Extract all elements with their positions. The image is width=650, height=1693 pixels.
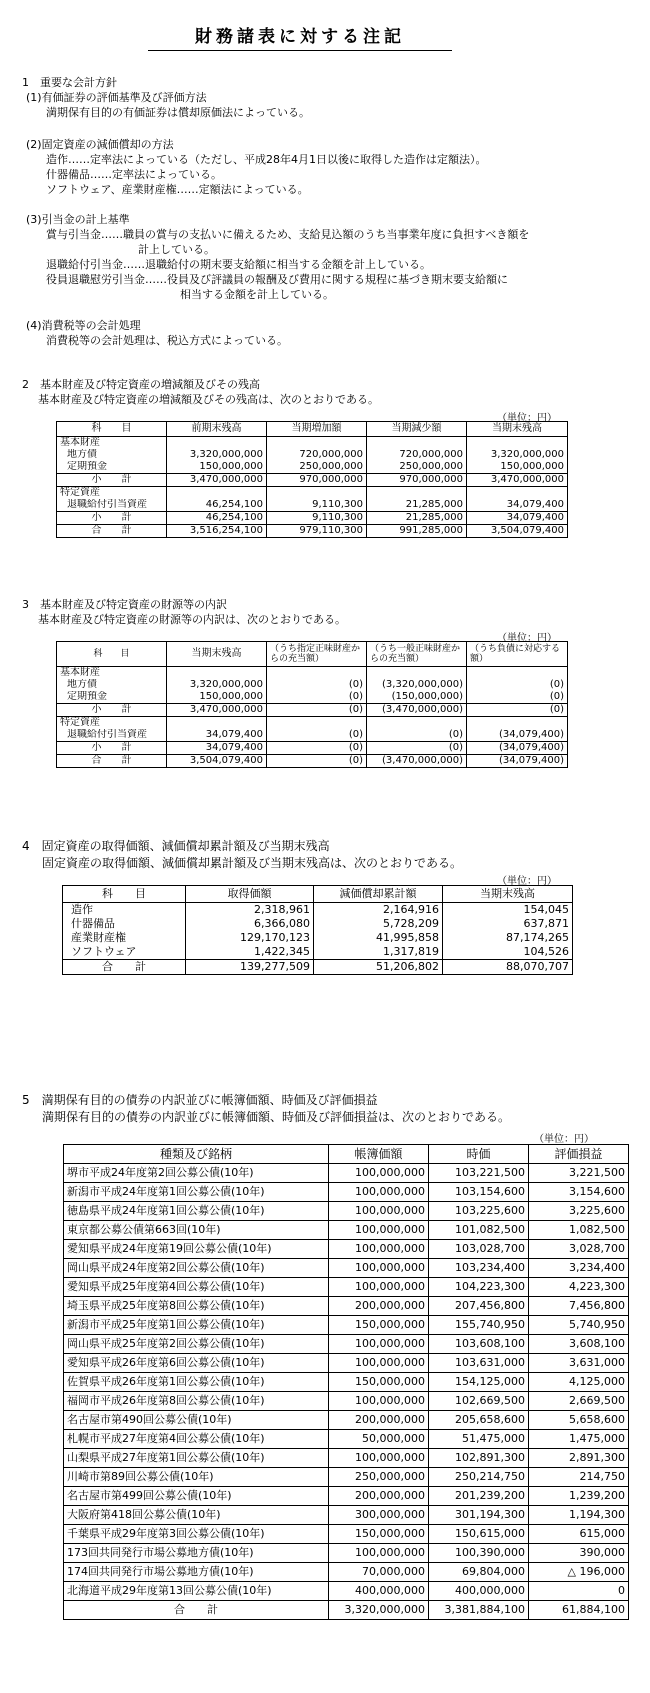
row-label: 大阪府第418回公募公債(10年) [64,1506,329,1525]
cell: 5,658,600 [529,1411,629,1430]
cell: 100,000,000 [329,1202,429,1221]
total-row [64,1601,629,1620]
cell: 21,285,000 [367,499,467,512]
cell: 205,658,600 [429,1411,529,1430]
row-label: 岡山県平成25年度第2回公募公債(10年) [64,1335,329,1354]
table-row [64,1449,629,1468]
policy2-title: (2)固定資産の減価償却の方法 [26,138,174,151]
cell: 250,000,000 [367,461,467,474]
cell [267,667,367,680]
table-row [63,917,573,931]
row-label: 定期預金 [57,691,167,704]
col-header: 帳簿価額 [329,1145,429,1164]
cell: 3,320,000,000 [467,449,568,461]
cell: 104,526 [443,945,573,960]
cell: 9,110,300 [267,512,367,525]
table-row [64,1430,629,1449]
table-row [57,679,568,691]
col-header: 種類及び銘柄 [64,1145,329,1164]
row-label: 174回共同発行市場公募地方債(10年) [64,1563,329,1582]
total-row [63,960,573,975]
cell: 150,000,000 [329,1373,429,1392]
cell: 100,000,000 [329,1221,429,1240]
row-label: 新潟市平成25年度第1回公募公債(10年) [64,1316,329,1335]
row-label: 名古屋市第499回公募公債(10年) [64,1487,329,1506]
section2-unit: （単位：円） [497,413,557,424]
table-row [64,1506,629,1525]
policy4-title: (4)消費税等の会計処理 [26,319,141,332]
cell: 991,285,000 [367,525,467,538]
row-label: 川崎市第89回公募公債(10年) [64,1468,329,1487]
cell: 103,631,000 [429,1354,529,1373]
row-label: 千葉県平成29年度第3回公募公債(10年) [64,1525,329,1544]
table-row [64,1468,629,1487]
table-row [64,1487,629,1506]
section4-heading: 4 固定資産の取得価額、減価償却累計額及び当期末残高 [22,839,330,853]
cell: (34,079,400) [467,755,568,768]
cell: 150,000,000 [329,1525,429,1544]
row-label: 小 計 [57,474,167,487]
cell: 3,516,254,100 [167,525,267,538]
table-row [64,1183,629,1202]
policy1-title: (1)有価証券の評価基準及び評価方法 [26,91,207,104]
cell: 101,082,500 [429,1221,529,1240]
cell: 3,631,000 [529,1354,629,1373]
cell: 3,504,079,400 [467,525,568,538]
cell: 100,000,000 [329,1335,429,1354]
table-row [63,945,573,960]
section5-heading: 5 満期保有目的の債券の内訳並びに帳簿価額、時価及び評価損益 [22,1093,378,1107]
cell: 250,000,000 [267,461,367,474]
total-row [57,525,568,538]
cell: (0) [467,704,568,717]
section3-heading: 3 基本財産及び特定資産の財源等の内訳 [22,598,227,611]
table-row [57,729,568,742]
cell: 150,000,000 [467,461,568,474]
page-title: 財務諸表に対する注記 [195,27,405,47]
cell: (0) [267,691,367,704]
fixed-assets-table [62,885,573,975]
cell: 3,470,000,000 [167,704,267,717]
row-label: 小 計 [57,704,167,717]
cell: 979,110,300 [267,525,367,538]
col-header: 当期末残高 [467,422,568,437]
cell: 102,891,300 [429,1449,529,1468]
table-row [57,461,568,474]
cell [267,437,367,450]
cell [267,487,367,500]
section4-intro: 固定資産の取得価額、減価償却累計額及び当期末残高は、次のとおりである。 [42,856,463,870]
cell: 100,000,000 [329,1449,429,1468]
cell: 2,891,300 [529,1449,629,1468]
table-row [64,1411,629,1430]
cell: 3,154,600 [529,1183,629,1202]
cell [367,437,467,450]
title-underline [148,50,452,51]
row-label: 特定資産 [57,717,167,730]
table-row [64,1297,629,1316]
col-header: 前期末残高 [167,422,267,437]
cell: 301,194,300 [429,1506,529,1525]
section3-intro: 基本財産及び特定資産の財源等の内訳は、次のとおりである。 [38,613,346,626]
policy2-line1: 造作……定率法によっている（ただし、平成28年4月1日以後に取得した造作は定額法）。 [46,153,487,166]
row-label: 小 計 [57,742,167,755]
section3-unit: （単位：円） [497,633,557,644]
cell: 200,000,000 [329,1411,429,1430]
cell: (3,470,000,000) [367,704,467,717]
col-header: （うち指定正味財産からの充当額） [267,642,367,667]
bonds-table [63,1144,629,1620]
table-row [64,1544,629,1563]
table-row [64,1354,629,1373]
cell: 103,225,600 [429,1202,529,1221]
row-label: 定期預金 [57,461,167,474]
cell: 200,000,000 [329,1487,429,1506]
cell: (34,079,400) [467,729,568,742]
cell: 150,615,000 [429,1525,529,1544]
cell: 3,608,100 [529,1335,629,1354]
section1-heading: 1 重要な会計方針 [22,76,117,89]
cell: 103,221,500 [429,1164,529,1183]
increase-decrease-table [56,421,568,538]
table-row [63,903,573,918]
cell: 100,000,000 [329,1544,429,1563]
policy3-title: (3)引当金の計上基準 [26,213,130,226]
table-row [57,691,568,704]
cell: 400,000,000 [329,1582,429,1601]
row-label: 地方債 [57,679,167,691]
cell: 201,239,200 [429,1487,529,1506]
cell: 3,320,000,000 [167,679,267,691]
subtotal-row [57,704,568,717]
subtotal-row [57,512,568,525]
cell: 3,225,600 [529,1202,629,1221]
cell: (0) [467,679,568,691]
cell: (0) [367,729,467,742]
cell: 7,456,800 [529,1297,629,1316]
cell: △ 196,000 [529,1563,629,1582]
policy3-line5: 相当する金額を計上している。 [180,288,334,301]
row-label: 基本財産 [57,437,167,450]
cell: 70,000,000 [329,1563,429,1582]
cell: 207,456,800 [429,1297,529,1316]
cell: 100,000,000 [329,1278,429,1297]
col-header: 減価償却累計額 [314,886,443,903]
row-label: 東京都公募公債第663回(10年) [64,1221,329,1240]
policy2-line3: ソフトウェア、産業財産権……定額法によっている。 [46,183,309,196]
row-label: 地方債 [57,449,167,461]
cell: 3,504,079,400 [167,755,267,768]
cell: 155,740,950 [429,1316,529,1335]
cell: (0) [267,755,367,768]
cell: (0) [267,704,367,717]
table-row [64,1259,629,1278]
row-label: 特定資産 [57,487,167,500]
cell: 103,028,700 [429,1240,529,1259]
policy3-line3: 退職給付引当金……退職給付の期末要支給額に相当する金額を計上している。 [46,258,431,271]
table-row [57,667,568,680]
cell: 34,079,400 [167,729,267,742]
cell [167,487,267,500]
table-row [64,1525,629,1544]
cell: 69,804,000 [429,1563,529,1582]
cell: 0 [529,1582,629,1601]
row-label: 合 計 [64,1601,329,1620]
cell: 9,110,300 [267,499,367,512]
row-label: 基本財産 [57,667,167,680]
cell: 4,125,000 [529,1373,629,1392]
cell: 5,728,209 [314,917,443,931]
cell [367,717,467,730]
table-row [64,1278,629,1297]
table-row [64,1563,629,1582]
cell: (150,000,000) [367,691,467,704]
cell [467,717,568,730]
table-row [57,449,568,461]
cell: 139,277,509 [186,960,314,975]
row-label: ソフトウェア [63,945,186,960]
cell: 34,079,400 [467,512,568,525]
funding-source-table [56,641,568,768]
row-label: 堺市平成24年度第2回公募公債(10年) [64,1164,329,1183]
row-label: 佐賀県平成26年度第1回公募公債(10年) [64,1373,329,1392]
cell: (0) [467,691,568,704]
row-label: 徳島県平成24年度第1回公募公債(10年) [64,1202,329,1221]
cell: (0) [267,742,367,755]
cell: 200,000,000 [329,1297,429,1316]
cell: (3,470,000,000) [367,755,467,768]
row-label: 産業財産権 [63,931,186,945]
row-label: 退職給付引当資産 [57,499,167,512]
cell: 41,995,858 [314,931,443,945]
cell: 1,422,345 [186,945,314,960]
table-row [64,1221,629,1240]
cell: 615,000 [529,1525,629,1544]
cell: 3,381,884,100 [429,1601,529,1620]
policy3-line1: 賞与引当金……職員の賞与の支払いに備えるため、支給見込額のうち当事業年度に負担すべき額を [46,228,530,241]
table-row [64,1392,629,1411]
row-label: 愛知県平成25年度第4回公募公債(10年) [64,1278,329,1297]
cell: 3,320,000,000 [329,1601,429,1620]
cell: 61,884,100 [529,1601,629,1620]
subtotal-row [57,742,568,755]
col-header: （うち一般正味財産からの充当額） [367,642,467,667]
cell: 1,475,000 [529,1430,629,1449]
row-label: 名古屋市第490回公募公債(10年) [64,1411,329,1430]
col-header: 取得価額 [186,886,314,903]
row-label: 札幌市平成27年度第4回公募公債(10年) [64,1430,329,1449]
cell: 390,000 [529,1544,629,1563]
cell: 214,750 [529,1468,629,1487]
table-row [64,1316,629,1335]
row-label: 福岡市平成26年度第8回公募公債(10年) [64,1392,329,1411]
col-header: 評価損益 [529,1145,629,1164]
section5-unit: （単位：円） [534,1134,594,1145]
row-label: 合 計 [57,755,167,768]
policy1-line: 満期保有目的の有価証券は償却原価法によっている。 [46,106,310,119]
cell: 970,000,000 [367,474,467,487]
cell: 720,000,000 [267,449,367,461]
row-label: 合 計 [57,525,167,538]
total-row [57,755,568,768]
table-row [57,717,568,730]
cell: 1,082,500 [529,1221,629,1240]
cell: 3,470,000,000 [167,474,267,487]
cell: 100,000,000 [329,1183,429,1202]
col-header: 当期減少額 [367,422,467,437]
cell: 21,285,000 [367,512,467,525]
cell: 6,366,080 [186,917,314,931]
cell [167,437,267,450]
cell: 100,000,000 [329,1240,429,1259]
table-row [57,487,568,500]
cell: 3,221,500 [529,1164,629,1183]
cell [467,437,568,450]
section5-intro: 満期保有目的の債券の内訳並びに帳簿価額、時価及び評価損益は、次のとおりである。 [42,1110,511,1124]
cell: 154,125,000 [429,1373,529,1392]
table-row [57,499,568,512]
cell [167,667,267,680]
cell: 103,234,400 [429,1259,529,1278]
cell: (3,320,000,000) [367,679,467,691]
cell: 3,028,700 [529,1240,629,1259]
cell: 2,669,500 [529,1392,629,1411]
cell [167,717,267,730]
cell: 720,000,000 [367,449,467,461]
row-label: 愛知県平成26年度第6回公募公債(10年) [64,1354,329,1373]
cell: 100,000,000 [329,1164,429,1183]
cell: 5,740,950 [529,1316,629,1335]
cell: 3,320,000,000 [167,449,267,461]
table-row [64,1202,629,1221]
row-label: 合 計 [63,960,186,975]
cell: 51,206,802 [314,960,443,975]
cell: 100,000,000 [329,1392,429,1411]
cell: 100,390,000 [429,1544,529,1563]
cell: 4,223,300 [529,1278,629,1297]
row-label: 什器備品 [63,917,186,931]
cell: 150,000,000 [329,1316,429,1335]
cell: 46,254,100 [167,499,267,512]
table-row [64,1582,629,1601]
cell: 3,234,400 [529,1259,629,1278]
cell: 300,000,000 [329,1506,429,1525]
cell: 400,000,000 [429,1582,529,1601]
cell: 150,000,000 [167,461,267,474]
cell: 34,079,400 [167,742,267,755]
cell: 637,871 [443,917,573,931]
cell [367,487,467,500]
cell [467,667,568,680]
col-header: 科 目 [57,422,167,437]
col-header: 時価 [429,1145,529,1164]
cell: 87,174,265 [443,931,573,945]
cell: 129,170,123 [186,931,314,945]
row-label: 埼玉県平成25年度第8回公募公債(10年) [64,1297,329,1316]
row-label: 小 計 [57,512,167,525]
cell [367,667,467,680]
col-header: 科 目 [57,642,167,667]
col-header: 当期末残高 [443,886,573,903]
cell: 102,669,500 [429,1392,529,1411]
cell [467,487,568,500]
col-header: 当期末残高 [167,642,267,667]
row-label: 173回共同発行市場公募地方債(10年) [64,1544,329,1563]
cell: 2,164,916 [314,903,443,918]
cell: 3,470,000,000 [467,474,568,487]
cell: 250,000,000 [329,1468,429,1487]
cell: 51,475,000 [429,1430,529,1449]
col-header: （うち負債に対応する額） [467,642,568,667]
row-label: 退職給付引当資産 [57,729,167,742]
row-label: 造作 [63,903,186,918]
cell: (0) [267,729,367,742]
cell: 103,608,100 [429,1335,529,1354]
cell: 46,254,100 [167,512,267,525]
cell: (0) [267,679,367,691]
table-row [64,1373,629,1392]
subtotal-row [57,474,568,487]
cell: (34,079,400) [467,742,568,755]
cell: 250,214,750 [429,1468,529,1487]
table-row [63,931,573,945]
table-row [57,437,568,450]
cell: 2,318,961 [186,903,314,918]
cell: 100,000,000 [329,1354,429,1373]
policy2-line2: 什器備品……定率法によっている。 [46,168,222,181]
row-label: 新潟市平成24年度第1回公募公債(10年) [64,1183,329,1202]
table-row [64,1240,629,1259]
policy3-line2: 計上している。 [138,243,215,256]
section4-unit: （単位：円） [497,876,557,887]
cell: 1,194,300 [529,1506,629,1525]
cell: 1,317,819 [314,945,443,960]
row-label: 愛知県平成24年度第19回公募公債(10年) [64,1240,329,1259]
col-header: 当期増加額 [267,422,367,437]
cell: (0) [367,742,467,755]
row-label: 岡山県平成24年度第2回公募公債(10年) [64,1259,329,1278]
cell: 100,000,000 [329,1259,429,1278]
cell [267,717,367,730]
cell: 34,079,400 [467,499,568,512]
cell: 104,223,300 [429,1278,529,1297]
row-label: 山梨県平成27年度第1回公募公債(10年) [64,1449,329,1468]
cell: 103,154,600 [429,1183,529,1202]
cell: 150,000,000 [167,691,267,704]
table-row [64,1335,629,1354]
cell: 50,000,000 [329,1430,429,1449]
cell: 970,000,000 [267,474,367,487]
section2-heading: 2 基本財産及び特定資産の増減額及びその残高 [22,378,260,391]
policy3-line4: 役員退職慰労引当金……役員及び評議員の報酬及び費用に関する規程に基づき期末要支給額に [46,273,508,286]
cell: 88,070,707 [443,960,573,975]
cell: 1,239,200 [529,1487,629,1506]
row-label: 北海道平成29年度第13回公募公債(10年) [64,1582,329,1601]
policy4-line: 消費税等の会計処理は、税込方式によっている。 [46,334,288,347]
col-header: 科 目 [63,886,186,903]
table-row [64,1164,629,1183]
cell: 154,045 [443,903,573,918]
section2-intro: 基本財産及び特定資産の増減額及びその残高は、次のとおりである。 [38,393,379,406]
